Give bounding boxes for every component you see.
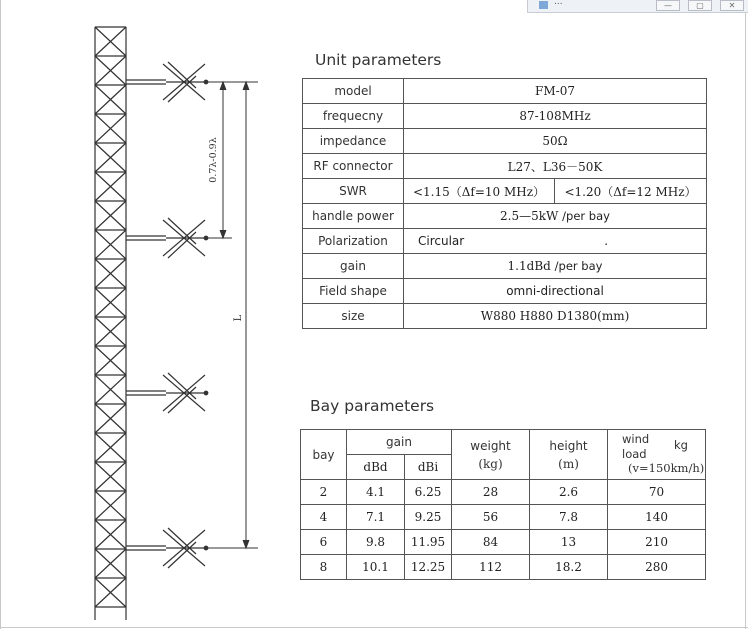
dimension-arrow bbox=[243, 540, 249, 548]
table-row bbox=[303, 154, 707, 179]
col-header-dbi: dBi bbox=[405, 455, 452, 480]
col-header-dbd: dBd bbox=[347, 455, 405, 480]
param-label: gain bbox=[303, 254, 404, 279]
cell-dbi: 12.25 bbox=[405, 555, 452, 580]
unit-parameters-title: Unit parameters bbox=[315, 51, 442, 69]
topbar-title: ... bbox=[554, 0, 563, 7]
minimize-button[interactable]: — bbox=[656, 0, 680, 11]
wind-condition: (v=150km/h) bbox=[628, 461, 705, 475]
antenna-bay bbox=[126, 373, 208, 413]
param-value: W880 H880 D1380(mm) bbox=[404, 304, 707, 329]
cell-height: 18.2 bbox=[530, 555, 608, 580]
weight-label: weight bbox=[470, 438, 511, 453]
cell-dbi: 9.25 bbox=[405, 505, 452, 530]
cell-height: 2.6 bbox=[530, 480, 608, 505]
table-row bbox=[303, 79, 707, 104]
cell-wind-load: 210 bbox=[608, 530, 706, 555]
param-value bbox=[404, 229, 707, 254]
table-row bbox=[301, 480, 706, 505]
cell-wind-load: 280 bbox=[608, 555, 706, 580]
bay-parameters-title: Bay parameters bbox=[310, 397, 435, 415]
bay-parameters-table bbox=[300, 429, 706, 580]
param-label: frequecny bbox=[303, 104, 404, 129]
table-header-row bbox=[301, 430, 706, 455]
weight-unit: (kg) bbox=[478, 456, 503, 471]
param-value: 87-108MHz bbox=[404, 104, 707, 129]
param-label: impedance bbox=[303, 129, 404, 154]
col-header-gain: gain bbox=[347, 430, 452, 455]
param-value bbox=[404, 254, 707, 279]
param-value: omni-directional bbox=[404, 279, 707, 304]
param-label: RF connector bbox=[303, 154, 404, 179]
cell-height: 13 bbox=[530, 530, 608, 555]
col-header-height bbox=[530, 430, 608, 480]
table-row bbox=[303, 304, 707, 329]
param-value-main: Circular bbox=[418, 234, 465, 248]
dimension-arrow bbox=[220, 230, 226, 238]
app-icon bbox=[539, 1, 548, 9]
cell-wind-load: 140 bbox=[608, 505, 706, 530]
array-length-label: L bbox=[233, 314, 244, 322]
param-value: FM-07 bbox=[404, 79, 707, 104]
param-value bbox=[404, 204, 707, 229]
table-row bbox=[303, 129, 707, 154]
cell-weight: 28 bbox=[452, 480, 530, 505]
cell-bay: 6 bbox=[301, 530, 347, 555]
cell-dbd: 4.1 bbox=[347, 480, 405, 505]
wind-label: wind bbox=[622, 432, 650, 446]
param-label: SWR bbox=[303, 179, 404, 204]
param-label: size bbox=[303, 304, 404, 329]
param-label: Polarization bbox=[303, 229, 404, 254]
cell-bay: 4 bbox=[301, 505, 347, 530]
cell-height: 7.8 bbox=[530, 505, 608, 530]
param-value: 50Ω bbox=[404, 129, 707, 154]
window-topbar bbox=[527, 0, 748, 13]
antenna-bay bbox=[126, 218, 208, 258]
param-value-suffix: /per bay bbox=[554, 259, 603, 273]
table-row bbox=[303, 104, 707, 129]
cell-bay: 2 bbox=[301, 480, 347, 505]
cell-weight: 112 bbox=[452, 555, 530, 580]
tower-lattice bbox=[95, 27, 126, 620]
antenna-bays bbox=[126, 62, 208, 568]
table-row bbox=[303, 279, 707, 304]
cell-bay: 8 bbox=[301, 555, 347, 580]
cell-weight: 84 bbox=[452, 530, 530, 555]
cell-dbd: 10.1 bbox=[347, 555, 405, 580]
cell-weight: 56 bbox=[452, 505, 530, 530]
table-row bbox=[303, 204, 707, 229]
param-value: L27、L36－50K bbox=[404, 154, 707, 179]
param-value-extra: . bbox=[604, 234, 609, 248]
close-button[interactable]: ✕ bbox=[720, 0, 744, 11]
param-value-suffix: /per bay bbox=[562, 209, 610, 223]
height-label: height bbox=[549, 438, 588, 453]
col-header-weight bbox=[452, 430, 530, 480]
bay-spacing-label: 0.7λ-0.9λ bbox=[208, 137, 219, 183]
table-row bbox=[301, 505, 706, 530]
table-row bbox=[301, 555, 706, 580]
dimension-arrow bbox=[220, 82, 226, 90]
cell-dbd: 9.8 bbox=[347, 530, 405, 555]
unit-parameters-table bbox=[302, 78, 707, 329]
table-row bbox=[303, 179, 707, 204]
col-header-wind-load bbox=[608, 430, 706, 480]
cell-dbd: 7.1 bbox=[347, 505, 405, 530]
table-row bbox=[301, 530, 706, 555]
cell-wind-load: 70 bbox=[608, 480, 706, 505]
param-value-main: 1.1dBd bbox=[507, 259, 551, 273]
table-row bbox=[303, 254, 707, 279]
antenna-bay bbox=[126, 528, 208, 568]
param-label: Field shape bbox=[303, 279, 404, 304]
col-header-bay: bay bbox=[301, 430, 347, 480]
height-unit: (m) bbox=[558, 456, 579, 471]
param-value-a: <1.15（Δf=10 MHz） bbox=[404, 179, 555, 204]
param-value-b: <1.20（Δf=12 MHz） bbox=[555, 179, 707, 204]
param-label: model bbox=[303, 79, 404, 104]
window-border-right bbox=[745, 0, 746, 629]
wind-unit: kg bbox=[674, 438, 688, 452]
cell-dbi: 11.95 bbox=[405, 530, 452, 555]
dimension-arrow bbox=[243, 82, 249, 90]
param-label: handle power bbox=[303, 204, 404, 229]
maximize-button[interactable]: ▢ bbox=[688, 0, 712, 11]
load-label: load bbox=[622, 447, 647, 461]
table-row bbox=[303, 229, 707, 254]
param-value-main: 2.5—5kW bbox=[500, 209, 559, 223]
antenna-bay bbox=[126, 62, 208, 102]
antenna-tower-diagram bbox=[0, 0, 300, 629]
cell-dbi: 6.25 bbox=[405, 480, 452, 505]
feed-point bbox=[204, 391, 208, 395]
